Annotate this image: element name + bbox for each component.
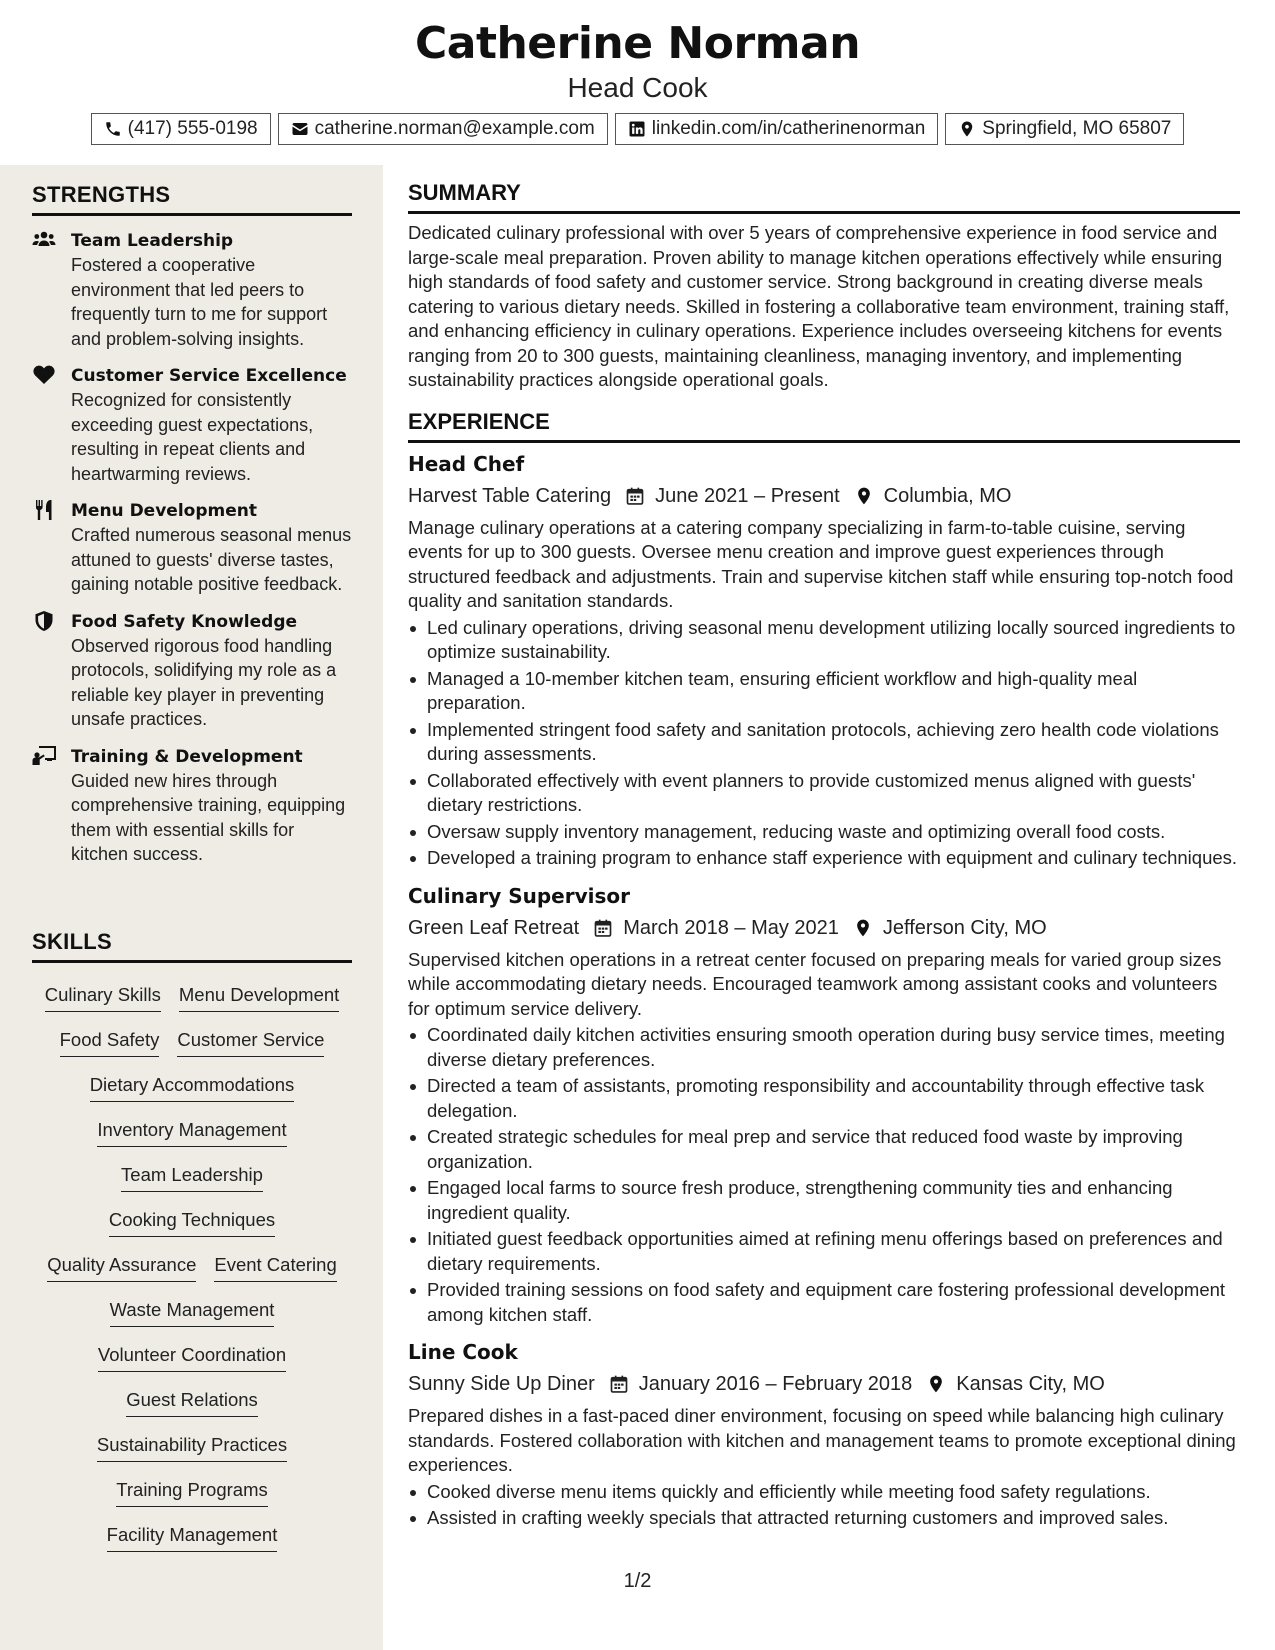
contact-bar bbox=[0, 113, 1275, 145]
skill-tag: Team Leadership bbox=[121, 1163, 263, 1192]
location-pin-icon bbox=[926, 1374, 946, 1394]
job-description: Supervised kitchen operations in a retreat center focused on preparing meals for varied group sizes while accommodating dietary needs. Encouraged teamwork among assistant cooks and volunteers for optimum service delivery. bbox=[408, 948, 1222, 1019]
location-pin-icon bbox=[853, 918, 873, 938]
skill-tag: Facility Management bbox=[107, 1523, 278, 1552]
skills-title: SKILLS bbox=[32, 929, 352, 963]
bullet-item: Provided training sessions on food safety and equipment care fostering professional development among kitchen staff. bbox=[408, 1278, 1240, 1327]
email-icon bbox=[291, 120, 309, 138]
strength-title: Team Leadership bbox=[71, 231, 234, 251]
strength-desc: Fostered a cooperative environment that led peers to frequently turn to me for support and problem-solving insights. bbox=[71, 255, 328, 349]
skill-tag: Sustainability Practices bbox=[97, 1433, 287, 1462]
linkedin-icon bbox=[628, 120, 646, 138]
contact-email[interactable] bbox=[278, 113, 608, 145]
skill-tag: Culinary Skills bbox=[45, 983, 161, 1012]
bullet-item: Cooked diverse menu items quickly and efficiently while meeting food safety regulations. bbox=[408, 1480, 1240, 1505]
bullet-item: Developed a training program to enhance staff experience with equipment and culinary techniques. bbox=[408, 846, 1240, 871]
bullet-item: Assisted in crafting weekly specials that attracted returning customers and improved sales. bbox=[408, 1506, 1240, 1531]
bullet-item: Oversaw supply inventory management, reducing waste and optimizing overall food costs. bbox=[408, 820, 1240, 845]
job-entry bbox=[408, 451, 1240, 871]
strength-desc: Observed rigorous food handling protocols, solidifying my role as a reliable key player in preventing unsafe practices. bbox=[71, 635, 337, 729]
job-bullets bbox=[408, 616, 1240, 871]
skill-tag: Inventory Management bbox=[97, 1118, 286, 1147]
calendar-icon bbox=[625, 486, 645, 506]
job-meta bbox=[408, 482, 1240, 510]
job-dates: March 2018 – May 2021 bbox=[623, 916, 839, 939]
summary-text: Dedicated culinary professional with over 5 years of comprehensive experience in food service and large-scale meal preparation. Proven ability to manage kitchen operations effectively while ensuring high standards of food safety and customer service. Strong background in creating diverse meals catering to various dietary needs. Skilled in fostering a collaborative team environment, training staff, and enhancing efficiency in culinary operations. Experience includes overseeing kitchens for events ranging from 20 to 300 guests, maintaining cleanliness, managing inventory, and implementing sustainability practices alongside operational goals. bbox=[408, 222, 1230, 390]
experience-title: EXPERIENCE bbox=[408, 409, 1240, 443]
location-text: Springfield, MO 65807 bbox=[982, 118, 1172, 139]
resume-header bbox=[0, 0, 1275, 150]
skill-tag: Customer Service bbox=[177, 1028, 324, 1057]
job-location: Jefferson City, MO bbox=[882, 916, 1047, 939]
job-location: Kansas City, MO bbox=[956, 1373, 1105, 1395]
strength-item bbox=[32, 229, 352, 351]
job-title: Culinary Supervisor bbox=[408, 883, 631, 908]
job-entry bbox=[408, 883, 1240, 1328]
strength-title: Customer Service Excellence bbox=[71, 366, 347, 386]
skill-tag: Volunteer Coordination bbox=[98, 1343, 286, 1372]
strength-item bbox=[32, 364, 352, 486]
job-company: Green Leaf Retreat bbox=[408, 916, 580, 939]
page-number: 1/2 bbox=[623, 1570, 652, 1592]
skill-tag: Event Catering bbox=[214, 1253, 336, 1282]
strength-item bbox=[32, 745, 352, 867]
job-dates: January 2016 – February 2018 bbox=[638, 1373, 913, 1395]
strengths-section bbox=[32, 182, 352, 867]
job-location: Columbia, MO bbox=[883, 484, 1012, 507]
strength-item bbox=[32, 610, 352, 732]
email-text: catherine.norman@example.com bbox=[314, 118, 595, 139]
job-meta bbox=[408, 1370, 1240, 1398]
skills-section bbox=[32, 929, 352, 1552]
job-bullets bbox=[408, 1023, 1240, 1327]
main-content bbox=[408, 180, 1240, 1531]
skill-tag: Waste Management bbox=[110, 1298, 275, 1327]
skill-tag: Dietary Accommodations bbox=[90, 1073, 295, 1102]
sidebar bbox=[0, 165, 383, 1650]
utensils-icon bbox=[32, 500, 56, 520]
contact-linkedin[interactable] bbox=[615, 113, 939, 145]
teacher-board-icon bbox=[32, 746, 56, 766]
location-pin-icon bbox=[854, 486, 874, 506]
job-entry bbox=[408, 1339, 1240, 1531]
bullet-item: Coordinated daily kitchen activities ensuring smooth operation during busy service times, meeting diverse dietary preferences. bbox=[408, 1023, 1240, 1072]
heart-icon bbox=[32, 365, 56, 385]
job-company: Sunny Side Up Diner bbox=[408, 1373, 595, 1395]
bullet-item: Created strategic schedules for meal prep and service that reduced food waste by improving organization. bbox=[408, 1125, 1240, 1174]
strength-item bbox=[32, 499, 352, 597]
strength-title: Training & Development bbox=[71, 746, 303, 767]
bullet-item: Initiated guest feedback opportunities aimed at refining menu offerings based on preferences and dietary requirements. bbox=[408, 1227, 1240, 1276]
job-dates: June 2021 – Present bbox=[655, 484, 840, 507]
bullet-item: Managed a 10-member kitchen team, ensuring efficient workflow and high-quality meal preparation. bbox=[408, 667, 1240, 716]
phone-icon bbox=[104, 120, 122, 138]
skill-tag: Training Programs bbox=[116, 1478, 267, 1507]
strength-desc: Recognized for consistently exceeding guest expectations, resulting in repeat clients and heartwarming reviews. bbox=[71, 390, 314, 484]
bullet-item: Led culinary operations, driving seasonal menu development utilizing locally sourced ingredients to optimize sustainability. bbox=[408, 616, 1240, 665]
skill-tag: Menu Development bbox=[179, 983, 339, 1012]
job-title: Head Chef bbox=[408, 451, 525, 476]
strength-desc: Crafted numerous seasonal menus attuned to guests' diverse tastes, gaining notable positive feedback. bbox=[71, 525, 352, 594]
calendar-icon bbox=[593, 918, 613, 938]
phone-text: (417) 555-0198 bbox=[127, 118, 258, 139]
job-description: Prepared dishes in a fast-paced diner environment, focusing on speed while balancing high culinary standards. Fostered collaboration with kitchen and management teams to promote exceptional dining experiences. bbox=[408, 1405, 1236, 1475]
job-description: Manage culinary operations at a catering company specializing in farm-to-table cuisine, serving events for up to 300 guests. Oversee menu creation and improve guest experiences through structured feedback and adjustments. Train and supervise kitchen staff while ensuring top-notch food quality and sanitation standards. bbox=[408, 516, 1234, 611]
job-company: Harvest Table Catering bbox=[408, 484, 612, 507]
strength-desc: Guided new hires through comprehensive training, equipping them with essential skills for kitchen success. bbox=[71, 770, 346, 864]
skill-tag: Food Safety bbox=[60, 1028, 160, 1057]
bullet-item: Collaborated effectively with event planners to provide customized menus aligned with guests' dietary restrictions. bbox=[408, 769, 1240, 818]
strength-title: Menu Development bbox=[71, 501, 257, 521]
skill-tag: Quality Assurance bbox=[47, 1253, 196, 1282]
bullet-item: Engaged local farms to source fresh produce, strengthening community ties and enhancing ingredient quality. bbox=[408, 1176, 1240, 1225]
bullet-item: Implemented stringent food safety and sanitation protocols, achieving zero health code violations during assessments. bbox=[408, 718, 1240, 767]
job-meta bbox=[408, 914, 1240, 942]
contact-location bbox=[945, 113, 1184, 145]
strength-title: Food Safety Knowledge bbox=[71, 611, 298, 632]
skill-tag: Cooking Techniques bbox=[109, 1208, 275, 1237]
linkedin-text: linkedin.com/in/catherinenorman bbox=[651, 118, 926, 139]
bullet-item: Directed a team of assistants, promoting responsibility and accountability through effective task delegation. bbox=[408, 1074, 1240, 1123]
candidate-name: Catherine Norman bbox=[414, 18, 861, 69]
users-group-icon bbox=[32, 230, 56, 250]
skill-tag: Guest Relations bbox=[126, 1388, 258, 1417]
candidate-role: Head Cook bbox=[567, 72, 708, 103]
job-title: Line Cook bbox=[408, 1340, 518, 1364]
skills-list bbox=[32, 967, 352, 1552]
contact-phone[interactable] bbox=[91, 113, 271, 145]
shield-icon bbox=[32, 611, 56, 631]
job-bullets bbox=[408, 1480, 1240, 1531]
strengths-title: STRENGTHS bbox=[32, 182, 352, 216]
summary-title: SUMMARY bbox=[408, 180, 1240, 214]
location-pin-icon bbox=[958, 120, 976, 138]
calendar-icon bbox=[609, 1374, 629, 1394]
